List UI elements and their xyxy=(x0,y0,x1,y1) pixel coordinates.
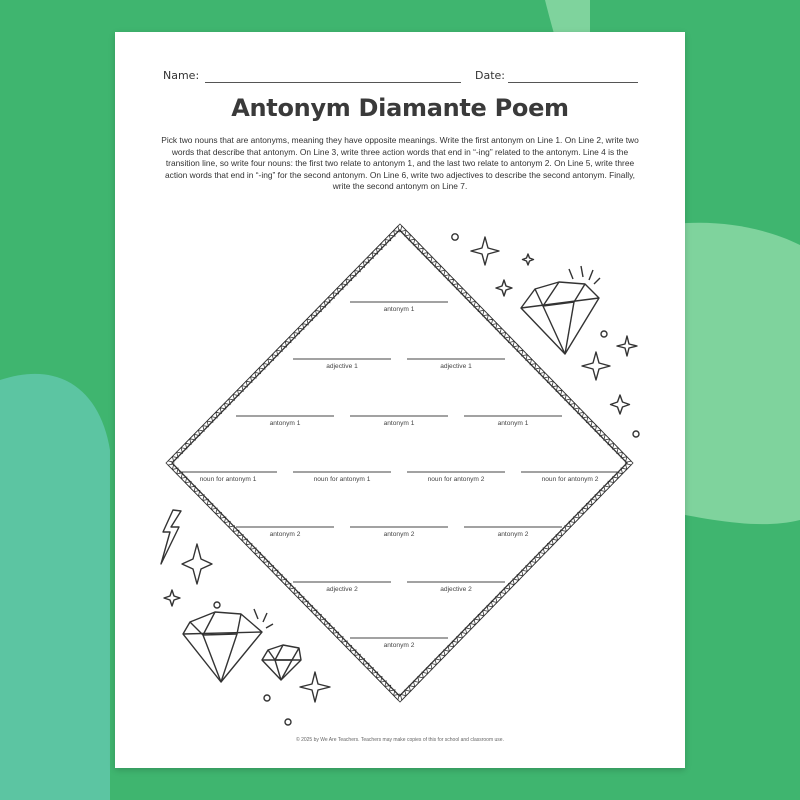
sparkle-icon xyxy=(471,237,499,265)
inner-diamond-outline xyxy=(172,230,627,696)
circle-dot xyxy=(285,719,291,725)
diamond-icon xyxy=(262,645,301,680)
circle-dot xyxy=(214,602,220,608)
circle-dot xyxy=(601,331,607,337)
shine-lines xyxy=(569,266,600,284)
diamond-icon xyxy=(183,612,262,682)
line5-label: antonym 2 xyxy=(497,531,529,538)
circle-dot xyxy=(452,234,458,240)
name-label: Name: xyxy=(163,69,200,82)
line6-label: adjective 2 xyxy=(440,586,472,593)
sparkle-icon xyxy=(523,254,534,265)
instructions-text: Pick two nouns that are antonyms, meaning they have opposite meanings. Write the first antonym on Line 1. On Line 2, write two words that describe that antonym. On Line 3, write three action words that end in “-ing” related to the antonym. Line 4 is the transition line, so write four nouns: the first two relate to antonym 1, and the last two relate to antonym 2. On Line 5, write three action words that end in “-ing” for the second antonym. On Line 6, write two adjectives to describe the second antonym. Finally, write the second antonym on Line 7. xyxy=(161,135,639,191)
diamante-diagram xyxy=(115,32,685,768)
sparkle-icon xyxy=(182,544,212,584)
line6-label: adjective 2 xyxy=(326,586,358,593)
outer-diamond-outline xyxy=(166,224,633,702)
diamond-icon xyxy=(521,282,599,354)
line4-label: noun for antonym 2 xyxy=(541,476,599,483)
line2-label: adjective 1 xyxy=(440,363,472,370)
worksheet-page xyxy=(115,32,685,768)
line3-label: antonym 1 xyxy=(497,420,529,427)
date-label: Date: xyxy=(475,69,505,82)
line5-label: antonym 2 xyxy=(383,531,415,538)
page-title: Antonym Diamante Poem xyxy=(231,94,569,122)
decorations-top-right xyxy=(452,234,639,437)
line3-label: antonym 1 xyxy=(269,420,301,427)
sparkle-icon xyxy=(496,280,512,296)
lightning-icon xyxy=(161,510,181,564)
line4-label: noun for antonym 1 xyxy=(199,476,257,483)
poem-lines xyxy=(179,302,619,638)
line4-label: noun for antonym 2 xyxy=(427,476,485,483)
line1-label: antonym 1 xyxy=(383,306,415,313)
line5-label: antonym 2 xyxy=(269,531,301,538)
line3-label: antonym 1 xyxy=(383,420,415,427)
sparkle-icon xyxy=(611,395,630,414)
sparkle-icon xyxy=(582,352,610,380)
shine-lines xyxy=(254,609,273,628)
poem-labels xyxy=(200,306,599,649)
circle-dot xyxy=(633,431,639,437)
sparkle-icon xyxy=(300,672,330,702)
sparkle-icon xyxy=(617,336,637,356)
copyright-footer: © 2025 by We Are Teachers. Teachers may make copies of this for school and classroom use. xyxy=(296,737,504,743)
line4-label: noun for antonym 1 xyxy=(313,476,371,483)
line7-label: antonym 2 xyxy=(383,642,415,649)
circle-dot xyxy=(264,695,270,701)
sparkle-icon xyxy=(164,590,180,606)
line2-label: adjective 1 xyxy=(326,363,358,370)
